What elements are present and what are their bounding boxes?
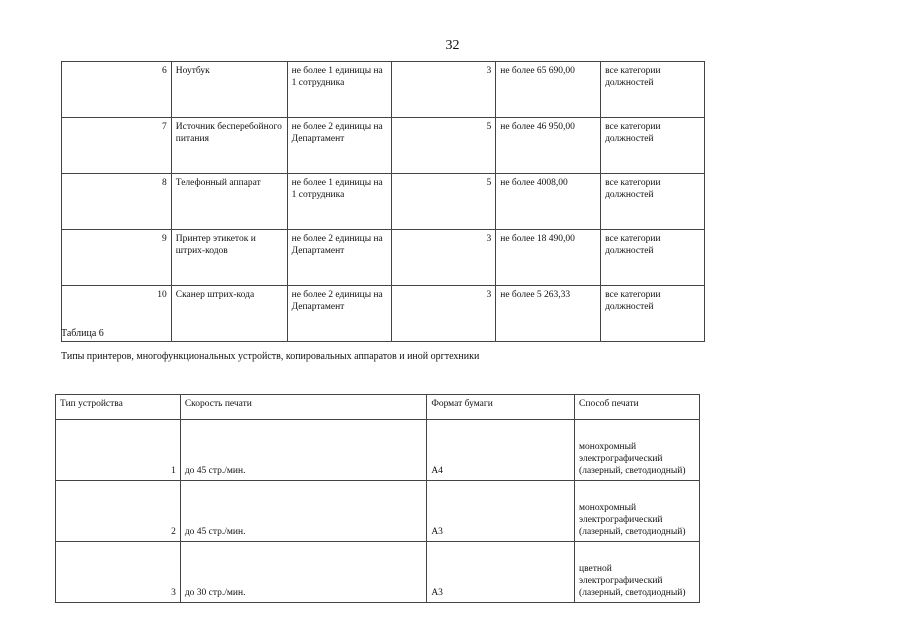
item-name: Принтер этикеток и штрих-кодов	[171, 230, 287, 286]
item-name: Ноутбук	[171, 62, 287, 118]
price-limit: не более 4008,00	[496, 174, 601, 230]
position-category: все категории должностей	[601, 62, 705, 118]
quantity-norm: не более 2 единицы на Департамент	[287, 230, 391, 286]
table-header-row	[56, 395, 700, 420]
row-number: 9	[62, 230, 172, 286]
position-category: все категории должностей	[601, 118, 705, 174]
price-limit: не более 46 950,00	[496, 118, 601, 174]
quantity-norm: не более 1 единицы на 1 сотрудника	[287, 174, 391, 230]
paper-format: А3	[427, 542, 575, 603]
column-header: Тип устройства	[56, 395, 181, 420]
service-life: 3	[391, 62, 496, 118]
row-number: 7	[62, 118, 172, 174]
paper-format: А4	[427, 420, 575, 481]
print-method: монохромный электрографический (лазерный, светодиодный)	[575, 481, 700, 542]
quantity-norm: не более 2 единицы на Департамент	[287, 118, 391, 174]
item-name: Источник бесперебойного питания	[171, 118, 287, 174]
print-method: монохромный электрографический (лазерный, светодиодный)	[575, 420, 700, 481]
column-header: Скорость печати	[180, 395, 427, 420]
column-header: Способ печати	[575, 395, 700, 420]
table-row	[56, 481, 700, 542]
column-header: Формат бумаги	[427, 395, 575, 420]
item-name: Сканер штрих-кода	[171, 286, 287, 342]
row-number: 6	[62, 62, 172, 118]
print-method: цветной электрографический (лазерный, светодиодный)	[575, 542, 700, 603]
device-type: 3	[56, 542, 181, 603]
print-speed: до 45 стр./мин.	[180, 481, 427, 542]
position-category: все категории должностей	[601, 230, 705, 286]
table-row	[62, 286, 705, 342]
price-limit: не более 18 490,00	[496, 230, 601, 286]
position-category: все категории должностей	[601, 174, 705, 230]
quantity-norm: не более 2 единицы на Департамент	[287, 286, 391, 342]
service-life: 5	[391, 118, 496, 174]
print-speed: до 30 стр./мин.	[180, 542, 427, 603]
printer-types-table	[55, 394, 700, 603]
service-life: 3	[391, 286, 496, 342]
item-name: Телефонный аппарат	[171, 174, 287, 230]
table-label: Таблица 6	[61, 328, 104, 339]
service-life: 5	[391, 174, 496, 230]
table-row	[62, 118, 705, 174]
price-limit: не более 5 263,33	[496, 286, 601, 342]
service-life: 3	[391, 230, 496, 286]
table-row	[62, 62, 705, 118]
paper-format: А3	[427, 481, 575, 542]
position-category: все категории должностей	[601, 286, 705, 342]
table-title: Типы принтеров, многофункциональных устройств, копировальных аппаратов и иной оргтехники	[61, 351, 480, 362]
equipment-norms-table	[61, 61, 705, 342]
quantity-norm: не более 1 единицы на 1 сотрудника	[287, 62, 391, 118]
price-limit: не более 65 690,00	[496, 62, 601, 118]
table-row	[62, 174, 705, 230]
table-row	[56, 420, 700, 481]
print-speed: до 45 стр./мин.	[180, 420, 427, 481]
row-number: 8	[62, 174, 172, 230]
page-number: 32	[445, 38, 460, 53]
device-type: 1	[56, 420, 181, 481]
device-type: 2	[56, 481, 181, 542]
table-row	[56, 542, 700, 603]
row-number: 10	[62, 286, 172, 342]
table-row	[62, 230, 705, 286]
